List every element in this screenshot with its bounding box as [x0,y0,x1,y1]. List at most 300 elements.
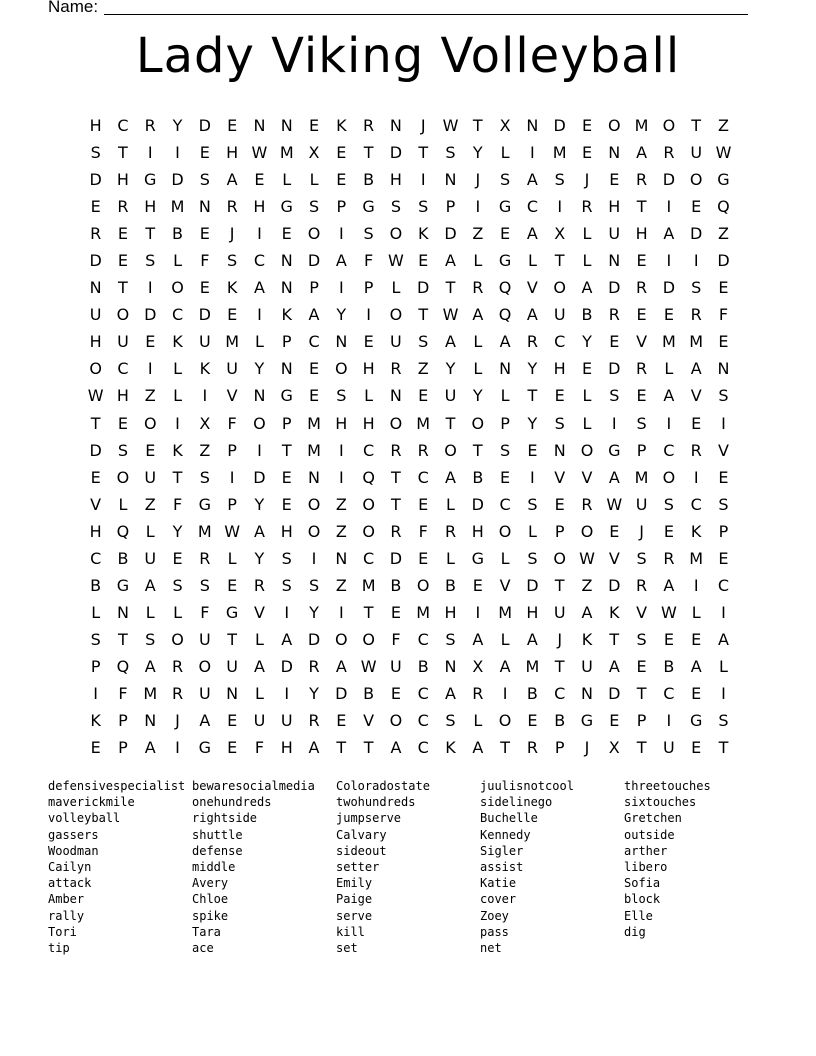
grid-letter[interactable]: N [389,116,402,136]
grid-letter[interactable]: M [689,548,704,568]
grid-letter[interactable]: R [390,359,402,379]
grid-letter[interactable]: B [663,656,675,676]
grid-letter[interactable]: H [608,197,621,217]
grid-letter[interactable]: T [527,386,538,406]
grid-letter[interactable]: S [336,386,347,406]
grid-letter[interactable]: T [445,413,456,433]
grid-letter[interactable]: G [362,197,375,217]
grid-letter[interactable]: I [475,197,481,217]
grid-letter[interactable]: A [281,629,293,649]
grid-letter[interactable]: P [281,332,292,352]
grid-letter[interactable]: L [254,332,264,352]
grid-letter[interactable]: B [363,684,375,703]
grid-letter[interactable]: O [471,413,485,433]
grid-letter[interactable]: J [175,711,180,731]
grid-letter[interactable]: C [90,548,102,568]
grid-letter[interactable]: V [526,278,538,298]
grid-letter[interactable]: I [257,305,262,325]
grid-letter[interactable]: I [557,197,563,217]
grid-letter[interactable]: A [663,386,675,406]
grid-letter[interactable]: E [500,467,511,487]
grid-letter[interactable]: E [609,170,620,190]
grid-letter[interactable]: I [530,143,535,163]
grid-letter[interactable]: D [608,278,621,298]
grid-letter[interactable]: D [89,170,102,190]
grid-letter[interactable]: U [553,305,566,325]
grid-letter[interactable]: M [170,197,185,217]
grid-letter[interactable]: S [308,575,320,595]
grid-letter[interactable]: E [691,738,702,758]
grid-letter[interactable]: C [363,548,375,568]
grid-letter[interactable]: F [200,251,210,271]
grid-letter[interactable]: E [308,386,320,406]
grid-letter[interactable]: L [446,548,455,568]
grid-letter[interactable]: I [338,602,344,622]
name-underline[interactable] [104,14,748,15]
grid-letter[interactable]: Q [116,656,130,676]
grid-letter[interactable]: E [390,684,401,703]
grid-letter[interactable]: E [663,521,674,541]
grid-letter[interactable]: R [144,116,156,136]
grid-letter[interactable]: S [445,629,456,649]
grid-letter[interactable]: A [526,170,538,190]
grid-letter[interactable]: E [636,251,647,271]
grid-letter[interactable]: K [609,602,620,622]
grid-letter[interactable]: E [472,575,483,595]
grid-letter[interactable]: F [254,738,265,758]
grid-letter[interactable]: P [500,413,510,433]
grid-letter[interactable]: L [254,629,264,649]
grid-letter[interactable]: T [472,440,483,460]
grid-letter[interactable]: U [89,305,102,325]
grid-letter[interactable]: O [335,359,348,379]
grid-letter[interactable]: M [416,602,431,622]
grid-letter[interactable]: H [253,197,266,217]
grid-letter[interactable]: S [117,440,129,460]
grid-letter[interactable]: O [416,575,430,595]
grid-letter[interactable]: I [202,386,208,406]
grid-letter[interactable]: S [90,143,101,163]
grid-letter[interactable]: T [636,197,647,217]
grid-letter[interactable]: P [554,521,565,541]
grid-letter[interactable]: H [553,359,566,379]
grid-letter[interactable]: A [253,521,265,541]
grid-letter[interactable]: E [281,494,292,514]
grid-letter[interactable]: A [253,656,265,676]
grid-letter[interactable]: E [308,359,320,379]
grid-letter[interactable]: U [253,711,266,731]
grid-letter[interactable]: C [554,684,566,703]
grid-letter[interactable]: N [717,359,730,379]
grid-letter[interactable]: O [662,116,676,136]
grid-letter[interactable]: E [199,278,210,298]
grid-letter[interactable]: L [473,251,483,271]
grid-letter[interactable]: D [307,251,321,271]
grid-letter[interactable]: V [90,494,102,514]
grid-letter[interactable]: E [691,684,702,703]
grid-letter[interactable]: A [608,656,620,676]
grid-letter[interactable]: Q [498,305,512,325]
grid-letter[interactable]: N [280,359,293,379]
grid-letter[interactable]: N [253,116,266,136]
grid-letter[interactable]: N [253,386,266,406]
grid-letter[interactable]: L [473,332,483,352]
grid-letter[interactable]: I [338,224,344,244]
grid-letter[interactable]: M [225,332,240,352]
grid-letter[interactable]: E [554,494,565,514]
grid-letter[interactable]: D [526,575,539,595]
grid-letter[interactable]: A [253,278,265,298]
grid-letter[interactable]: L [173,251,182,271]
grid-letter[interactable]: W [660,602,677,622]
grid-letter[interactable]: N [280,251,293,271]
grid-letter[interactable]: Z [472,224,484,244]
grid-letter[interactable]: T [554,656,565,676]
grid-letter[interactable]: L [719,656,728,676]
grid-letter[interactable]: O [444,440,457,460]
grid-letter[interactable]: P [336,197,347,217]
grid-letter[interactable]: N [444,656,457,676]
grid-letter[interactable]: E [227,738,238,758]
grid-letter[interactable]: X [308,143,320,163]
grid-letter[interactable]: A [308,305,320,325]
grid-letter[interactable]: P [718,521,729,541]
grid-letter[interactable]: L [582,386,592,406]
name-field[interactable] [48,0,748,19]
grid-letter[interactable]: I [257,440,262,460]
grid-letter[interactable]: F [200,602,210,622]
grid-letter[interactable]: U [117,332,129,352]
grid-letter[interactable]: K [336,116,347,136]
grid-letter[interactable]: Y [527,413,538,433]
grid-letter[interactable]: A [526,305,538,325]
grid-letter[interactable]: T [145,224,156,244]
grid-letter[interactable]: I [530,467,535,487]
grid-letter[interactable]: O [335,629,348,649]
grid-letter[interactable]: U [581,656,593,676]
grid-letter[interactable]: A [144,738,156,758]
grid-letter[interactable]: E [199,143,210,163]
grid-letter[interactable]: U [198,629,211,649]
grid-letter[interactable]: R [171,684,184,703]
grid-letter[interactable]: E [663,305,674,325]
grid-letter[interactable]: A [472,305,484,325]
grid-letter[interactable]: I [147,359,153,379]
grid-letter[interactable]: C [417,467,429,487]
grid-letter[interactable]: E [691,197,702,217]
grid-letter[interactable]: I [420,170,426,190]
grid-letter[interactable]: A [581,602,593,622]
grid-letter[interactable]: A [144,656,156,676]
grid-letter[interactable]: E [500,224,511,244]
grid-letter[interactable]: Y [472,143,483,163]
grid-letter[interactable]: I [175,413,180,433]
grid-letter[interactable]: Q [717,197,730,217]
grid-letter[interactable]: C [417,711,429,731]
grid-letter[interactable]: R [363,116,375,136]
grid-letter[interactable]: K [172,332,183,352]
grid-letter[interactable]: I [666,251,672,271]
grid-letter[interactable]: B [526,684,538,703]
grid-letter[interactable]: E [227,711,238,731]
grid-letter[interactable]: S [281,548,292,568]
grid-letter[interactable]: E [281,467,292,487]
grid-letter[interactable]: D [690,224,703,244]
grid-letter[interactable]: E [609,711,620,731]
grid-letter[interactable]: L [254,684,264,703]
grid-letter[interactable]: E [718,332,729,352]
grid-letter[interactable]: L [582,251,592,271]
grid-letter[interactable]: A [472,629,484,649]
grid-letter[interactable]: H [471,521,484,541]
grid-letter[interactable]: H [89,332,102,352]
grid-letter[interactable]: S [691,278,702,298]
grid-letter[interactable]: L [118,494,128,514]
grid-letter[interactable]: L [145,521,155,541]
grid-letter[interactable]: S [718,494,729,514]
grid-letter[interactable]: T [472,116,483,136]
grid-letter[interactable]: E [418,386,429,406]
grid-letter[interactable]: P [445,197,456,217]
grid-letter[interactable]: A [445,684,456,703]
grid-letter[interactable]: Y [582,332,592,352]
grid-letter[interactable]: E [663,629,674,649]
grid-letter[interactable]: S [145,251,156,271]
grid-letter[interactable]: M [143,684,158,703]
grid-letter[interactable]: I [229,467,235,487]
grid-letter[interactable]: S [500,440,511,460]
grid-letter[interactable]: T [118,278,128,298]
grid-letter[interactable]: O [89,359,102,379]
grid-letter[interactable]: Y [309,602,319,622]
grid-letter[interactable]: T [118,629,128,649]
grid-letter[interactable]: I [147,143,153,163]
grid-letter[interactable]: N [308,467,320,487]
grid-letter[interactable]: A [390,738,402,758]
grid-letter[interactable]: I [93,684,98,703]
grid-letter[interactable]: T [445,278,456,298]
grid-letter[interactable]: G [144,170,157,190]
grid-letter[interactable]: C [253,251,266,271]
grid-letter[interactable]: L [173,386,182,406]
grid-letter[interactable]: H [144,197,157,217]
grid-letter[interactable]: D [389,548,403,568]
grid-letter[interactable]: I [666,711,672,731]
grid-letter[interactable]: I [721,602,726,622]
grid-letter[interactable]: E [90,467,101,487]
grid-letter[interactable]: I [502,684,508,703]
grid-letter[interactable]: N [280,278,293,298]
grid-letter[interactable]: A [199,711,211,731]
grid-letter[interactable]: V [608,548,620,568]
grid-letter[interactable]: E [336,711,347,731]
grid-letter[interactable]: L [691,602,701,622]
grid-letter[interactable]: T [363,738,374,758]
grid-letter[interactable]: M [634,116,649,136]
grid-letter[interactable]: M [416,413,431,433]
grid-letter[interactable]: E [117,413,128,433]
grid-letter[interactable]: E [609,332,620,352]
grid-letter[interactable]: I [284,684,290,703]
grid-letter[interactable]: J [475,170,481,190]
grid-letter[interactable]: L [500,143,510,163]
grid-letter[interactable]: R [472,278,484,298]
grid-letter[interactable]: K [226,278,238,298]
grid-letter[interactable]: M [498,602,512,622]
grid-letter[interactable]: A [335,251,347,271]
grid-letter[interactable]: U [553,602,566,622]
grid-letter[interactable]: C [117,359,129,379]
grid-letter[interactable]: Z [717,116,729,136]
grid-letter[interactable]: R [636,278,648,298]
grid-letter[interactable]: L [500,386,510,406]
grid-letter[interactable]: M [552,143,567,163]
grid-letter[interactable]: E [718,548,729,568]
grid-letter[interactable]: P [227,440,237,460]
grid-letter[interactable]: N [335,548,348,568]
grid-letter[interactable]: R [636,575,648,595]
grid-letter[interactable]: E [145,332,156,352]
grid-letter[interactable]: S [445,711,456,731]
grid-letter[interactable]: S [363,224,374,244]
grid-letter[interactable]: O [362,629,375,649]
grid-letter[interactable]: R [90,224,102,244]
grid-letter[interactable]: S [636,548,647,568]
grid-letter[interactable]: H [389,170,402,190]
grid-letter[interactable]: P [309,278,319,298]
grid-letter[interactable]: O [171,278,184,298]
grid-letter[interactable]: D [335,684,348,703]
grid-letter[interactable]: A [526,224,538,244]
grid-letter[interactable]: C [117,116,129,136]
grid-letter[interactable]: Z [581,575,593,595]
grid-letter[interactable]: W [251,143,268,163]
grid-letter[interactable]: E [418,251,429,271]
grid-letter[interactable]: H [362,359,375,379]
grid-letter[interactable]: H [335,413,348,433]
grid-letter[interactable]: N [526,116,539,136]
grid-letter[interactable]: U [280,711,293,731]
grid-letter[interactable]: R [581,494,593,514]
grid-letter[interactable]: Y [527,359,538,379]
grid-letter[interactable]: H [280,738,293,758]
grid-letter[interactable]: R [253,575,265,595]
grid-letter[interactable]: U [663,738,675,758]
grid-letter[interactable]: W [579,548,595,568]
grid-letter[interactable]: S [199,575,210,595]
grid-letter[interactable]: K [90,711,101,731]
grid-letter[interactable]: T [90,413,101,433]
grid-letter[interactable]: Z [199,440,211,460]
grid-letter[interactable]: M [525,656,540,676]
grid-letter[interactable]: O [389,413,403,433]
grid-letter[interactable]: A [445,251,456,271]
grid-letter[interactable]: C [499,494,511,514]
grid-letter[interactable]: R [472,684,484,703]
grid-letter[interactable]: L [582,413,592,433]
grid-letter[interactable]: B [554,711,566,731]
grid-letter[interactable]: Y [254,359,265,379]
grid-letter[interactable]: P [227,494,237,514]
grid-letter[interactable]: O [116,467,130,487]
grid-letter[interactable]: B [472,467,484,487]
grid-letter[interactable]: U [226,359,238,379]
grid-letter[interactable]: H [280,521,293,541]
grid-letter[interactable]: Z [144,494,156,514]
grid-letter[interactable]: P [118,711,128,731]
grid-letter[interactable]: S [199,467,210,487]
grid-letter[interactable]: M [361,575,376,595]
grid-letter[interactable]: E [581,359,593,379]
grid-letter[interactable]: I [666,413,672,433]
grid-letter[interactable]: U [690,143,703,163]
grid-letter[interactable]: E [254,170,265,190]
grid-letter[interactable]: D [417,278,430,298]
grid-letter[interactable]: U [144,467,157,487]
grid-letter[interactable]: E [691,629,702,649]
grid-letter[interactable]: O [498,521,512,541]
grid-letter[interactable]: I [693,251,699,271]
grid-letter[interactable]: A [663,224,675,244]
grid-letter[interactable]: A [718,629,729,649]
grid-letter[interactable]: I [693,575,699,595]
grid-letter[interactable]: O [362,521,375,541]
grid-letter[interactable]: Q [116,521,130,541]
grid-letter[interactable]: T [718,738,729,758]
grid-letter[interactable]: N [226,684,239,703]
grid-letter[interactable]: N [280,116,293,136]
grid-letter[interactable]: U [144,548,157,568]
grid-letter[interactable]: R [663,548,675,568]
grid-letter[interactable]: O [553,548,566,568]
grid-letter[interactable]: H [89,116,102,136]
grid-letter[interactable]: I [284,602,290,622]
grid-letter[interactable]: R [444,521,457,541]
grid-letter[interactable]: D [662,170,676,190]
grid-letter[interactable]: G [498,251,512,271]
grid-letter[interactable]: F [418,521,428,541]
grid-letter[interactable]: T [281,440,292,460]
grid-letter[interactable]: G [280,386,293,406]
grid-letter[interactable]: G [280,197,293,217]
grid-letter[interactable]: R [390,440,402,460]
grid-letter[interactable]: O [389,224,403,244]
grid-letter[interactable]: H [635,224,648,244]
grid-letter[interactable]: J [584,170,590,190]
grid-letter[interactable]: A [445,332,456,352]
grid-letter[interactable]: D [608,575,621,595]
grid-letter[interactable]: R [636,170,648,190]
grid-letter[interactable]: E [636,386,647,406]
grid-letter[interactable]: G [116,575,130,595]
grid-letter[interactable]: N [389,386,402,406]
grid-letter[interactable]: O [498,711,512,731]
grid-letter[interactable]: C [663,440,675,460]
grid-letter[interactable]: D [253,467,266,487]
grid-letter[interactable]: U [198,684,211,703]
grid-letter[interactable]: K [690,521,702,541]
grid-letter[interactable]: E [145,440,156,460]
grid-letter[interactable]: A [581,278,593,298]
grid-letter[interactable]: G [580,711,594,731]
grid-letter[interactable]: G [689,711,703,731]
grid-letter[interactable]: D [662,278,676,298]
grid-letter[interactable]: E [117,251,128,271]
grid-letter[interactable]: Z [144,386,156,406]
grid-letter[interactable]: H [116,170,129,190]
grid-letter[interactable]: S [609,386,620,406]
grid-letter[interactable]: S [390,197,401,217]
